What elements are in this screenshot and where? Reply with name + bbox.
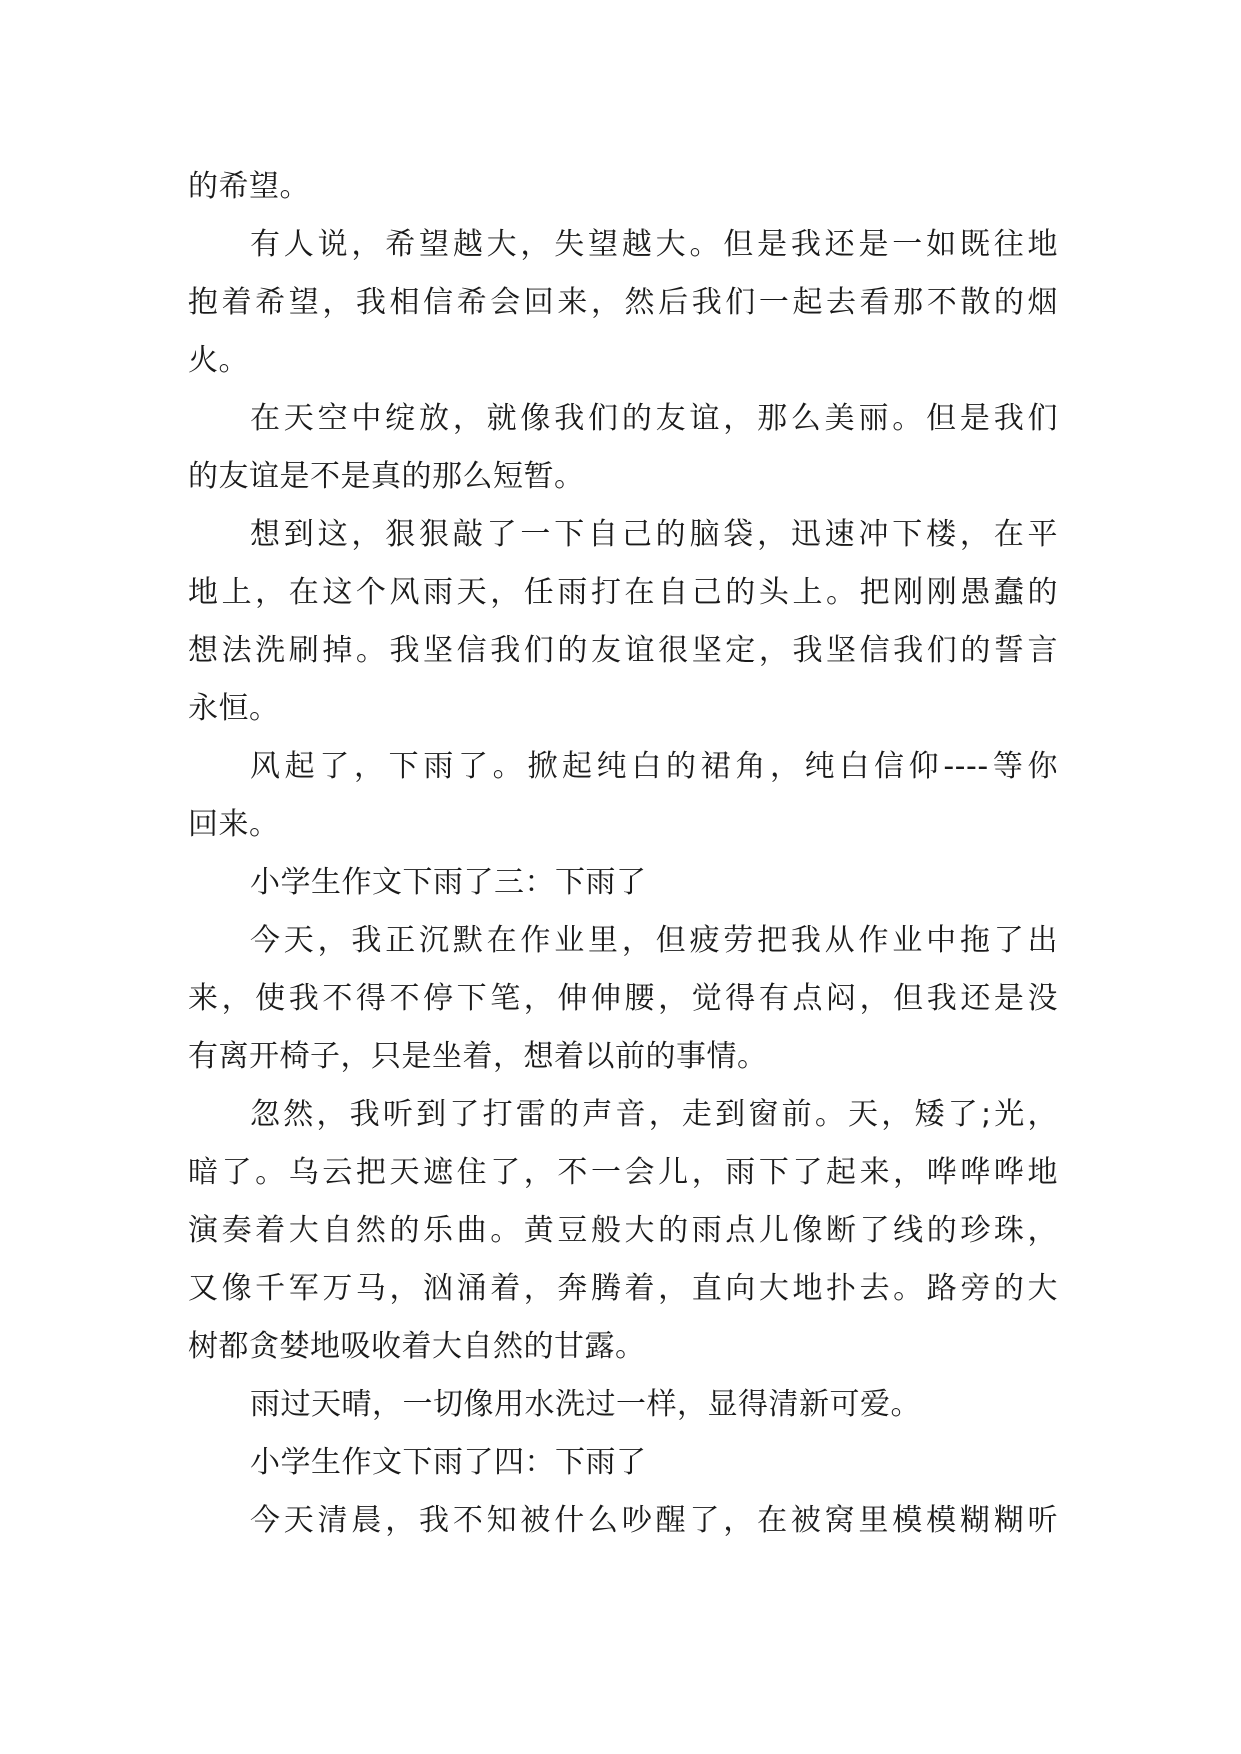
text-line: 抱着希望，我相信希会回来，然后我们一起去看那不散的烟 — [188, 285, 1058, 320]
text-line: 火。 — [188, 343, 249, 378]
text-line: 又像千军万马，汹涌着，奔腾着，直向大地扑去。路旁的大 — [188, 1271, 1058, 1306]
text-line: 有人说，希望越大，失望越大。但是我还是一如既往地 — [250, 227, 1058, 262]
text-line: 小学生作文下雨了四：下雨了 — [250, 1445, 647, 1480]
text-line: 有离开椅子，只是坐着，想着以前的事情。 — [188, 1039, 768, 1074]
text-line: 的友谊是不是真的那么短暂。 — [188, 459, 585, 494]
text-line: 想到这，狠狠敲了一下自己的脑袋，迅速冲下楼，在平 — [250, 517, 1058, 552]
text-line: 树都贪婪地吸收着大自然的甘露。 — [188, 1329, 646, 1364]
document-body — [188, 158, 1058, 1550]
text-line: 想法洗刷掉。我坚信我们的友谊很坚定，我坚信我们的誓言 — [188, 633, 1058, 668]
text-line: 回来。 — [188, 807, 280, 842]
text-line: 在天空中绽放，就像我们的友谊，那么美丽。但是我们 — [250, 401, 1058, 436]
text-line: 忽然，我听到了打雷的声音，走到窗前。天，矮了;光， — [250, 1097, 1058, 1132]
text-line: 地上，在这个风雨天，任雨打在自己的头上。把刚刚愚蠢的 — [188, 575, 1058, 610]
text-line: 风起了，下雨了。掀起纯白的裙角，纯白信仰----等你 — [250, 749, 1058, 784]
text-line: 的希望。 — [188, 169, 310, 204]
text-line: 永恒。 — [188, 691, 280, 726]
text-line: 雨过天晴，一切像用水洗过一样，显得清新可爱。 — [250, 1387, 921, 1422]
text-line: 小学生作文下雨了三：下雨了 — [250, 865, 647, 900]
text-line: 暗了。乌云把天遮住了，不一会儿，雨下了起来，哗哗哗地 — [188, 1155, 1058, 1190]
text-line: 演奏着大自然的乐曲。黄豆般大的雨点儿像断了线的珍珠， — [188, 1213, 1058, 1248]
text-line: 今天，我正沉默在作业里，但疲劳把我从作业中拖了出 — [250, 923, 1058, 958]
text-line: 今天清晨，我不知被什么吵醒了，在被窝里模模糊糊听 — [250, 1503, 1058, 1538]
text-line: 来，使我不得不停下笔，伸伸腰，觉得有点闷，但我还是没 — [188, 981, 1058, 1016]
